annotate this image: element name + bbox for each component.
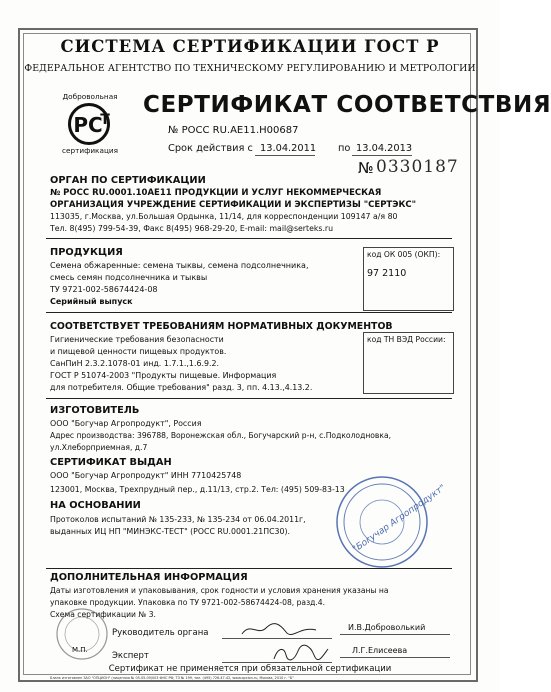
svg-text:Т: Т [100,112,110,128]
divider-organ [46,238,452,239]
expert-name-underline [340,657,450,658]
validity-from-underline [255,155,315,156]
footer-tiny: Бланк изготовлен ЗАО "ОПЦИОН" (лицензия № 05-05-09/003 ФНС РФ, ТЗ № 199, тел. (495) 726-47-42, www.opcion.ru, Москва, 2010 г. "Б" [50,676,294,680]
validity-to: 13.04.2013 [356,143,413,154]
conformity-line-2: и пищевой ценности пищевых продуктов. [50,347,227,356]
footer-note: Сертификат не применяется при обязательной сертификации [108,664,392,674]
conformity-line-3: СанПиН 2.3.2.1078-01 инд. 1.7.1.,1.6.9.2. [50,359,220,368]
product-heading: ПРОДУКЦИЯ [50,247,123,258]
conformity-line-1: Гигиенические требования безопасности [50,335,224,344]
expert-name: Л.Г.Елисеева [352,646,408,655]
organ-line-2: ОРГАНИЗАЦИЯ УЧРЕЖДЕНИЕ СЕРТИФИКАЦИИ И ЭКСПЕРТИЗЫ "СЕРТЭКС" [50,200,417,210]
svg-text:РС: РС [73,113,103,137]
rst-logo [61,92,119,155]
head-label: Руководитель органа [112,628,209,638]
rst-mark-icon [64,102,116,146]
validity-to-label: по [338,143,351,154]
organ-line-3: 113035, г.Москва, ул.Большая Ордынка, 11/14, для корреспонденции 109147 а/я 80 [50,212,398,221]
expert-signature-icon [270,643,330,663]
organ-line-4: Тел. 8(495) 799-54-39, Факс 8(495) 968-29-20, E-mail: mail@serteks.ru [50,224,334,233]
additional-line-2: упаковке продукции. Упаковка по ТУ 9721-002-58674424-08, разд.4. [50,598,326,607]
product-line-3: ТУ 9721-002-58674424-08 [50,285,158,294]
additional-heading: ДОПОЛНИТЕЛЬНАЯ ИНФОРМАЦИЯ [50,572,248,583]
okp-label: код ОК 005 (ОКП): [367,250,441,259]
okp-value: 97 2110 [367,268,407,279]
manufacturer-line-3: ул.Хлеборприемная, д.7 [50,443,148,452]
validity-from: 13.04.2011 [260,143,317,154]
conformity-line-5: для потребителя. Общие требования" разд. 3, пп. 4.13.,4.13.2. [50,383,313,392]
additional-line-1: Даты изготовления и упаковывания, срок годности и условия хранения указаны на [50,586,389,595]
company-stamp [334,474,448,570]
logo-caption-bottom: сертификация [61,146,119,155]
divider-conformity [46,398,452,399]
validity-prefix: Срок действия с [168,143,253,154]
divider-basis [46,568,452,569]
issued-line-1: ООО "Богучар Агропродукт" ИНН 7710425748 [50,471,242,480]
stamp-circle-icon [334,474,430,570]
certificate-number: № РОСС RU.AE11.H00687 [168,125,299,136]
serial-prefix: № [358,159,374,177]
issued-line-2: 123001, Москва, Трехпрудный пер., д.11/13, стр.2. Тел: (495) 509-83-13 [50,485,345,494]
manufacturer-line-1: ООО "Богучар Агропродукт", Россия [50,419,202,428]
organ-heading: ОРГАН ПО СЕРТИФИКАЦИИ [50,175,206,186]
organ-line-1: № РОСС RU.0001.10АЕ11 ПРОДУКЦИИ И УСЛУГ НЕКОММЕРЧЕСКАЯ [50,188,382,198]
head-signature-line [222,638,332,639]
product-line-2: смесь семян подсолнечника и тыквы [50,273,208,282]
conformity-line-4: ГОСТ Р 51074-2003 "Продукты пищевые. Информация [50,371,277,380]
validity-to-underline [352,155,412,156]
basis-line-2: выданных ИЦ НП "МИНЭКС-ТЕСТ" (РОСС RU.0001.21ПС30). [50,527,290,536]
system-title: СИСТЕМА СЕРТИФИКАЦИИ ГОСТ Р [60,37,440,56]
agency-title: ФЕДЕРАЛЬНОЕ АГЕНТСТВО ПО ТЕХНИЧЕСКОМУ РЕГУЛИРОВАНИЮ И МЕТРОЛОГИИ [24,63,476,74]
head-signature-icon [240,620,320,638]
product-line-4: Серийный выпуск [50,297,133,306]
stamp-text: "Богучар Агропродукт" [351,483,448,555]
conformity-heading: СООТВЕТСТВУЕТ ТРЕБОВАНИЯМ НОРМАТИВНЫХ ДОКУМЕНТОВ [50,321,393,332]
head-name: И.В.Доброволький [348,623,426,632]
expert-label: Эксперт [112,651,149,661]
basis-heading: НА ОСНОВАНИИ [50,500,141,511]
manufacturer-line-2: Адрес производства: 396788, Воронежская обл., Богучарский р-н, с.Подколодновка, [50,431,392,440]
basis-line-1: Протоколов испытаний № 135-233, № 135-234 от 06.04.2011г, [50,515,306,524]
product-line-1: Семена обжаренные: семена тыквы, семена подсолнечника, [50,261,309,270]
divider-product [46,312,452,313]
head-name-underline [340,634,450,635]
issued-heading: СЕРТИФИКАТ ВЫДАН [50,457,172,468]
mp-label: М.П. [72,646,88,654]
serial-number: 0330187 [376,157,459,177]
manufacturer-heading: ИЗГОТОВИТЕЛЬ [50,405,140,416]
logo-caption-top: Добровольная [62,92,118,101]
certificate-title: СЕРТИФИКАТ СООТВЕТСТВИЯ [143,92,551,118]
tnved-label: код ТН ВЭД России: [367,335,446,344]
additional-line-3: Схема сертификации № 3. [50,610,156,619]
